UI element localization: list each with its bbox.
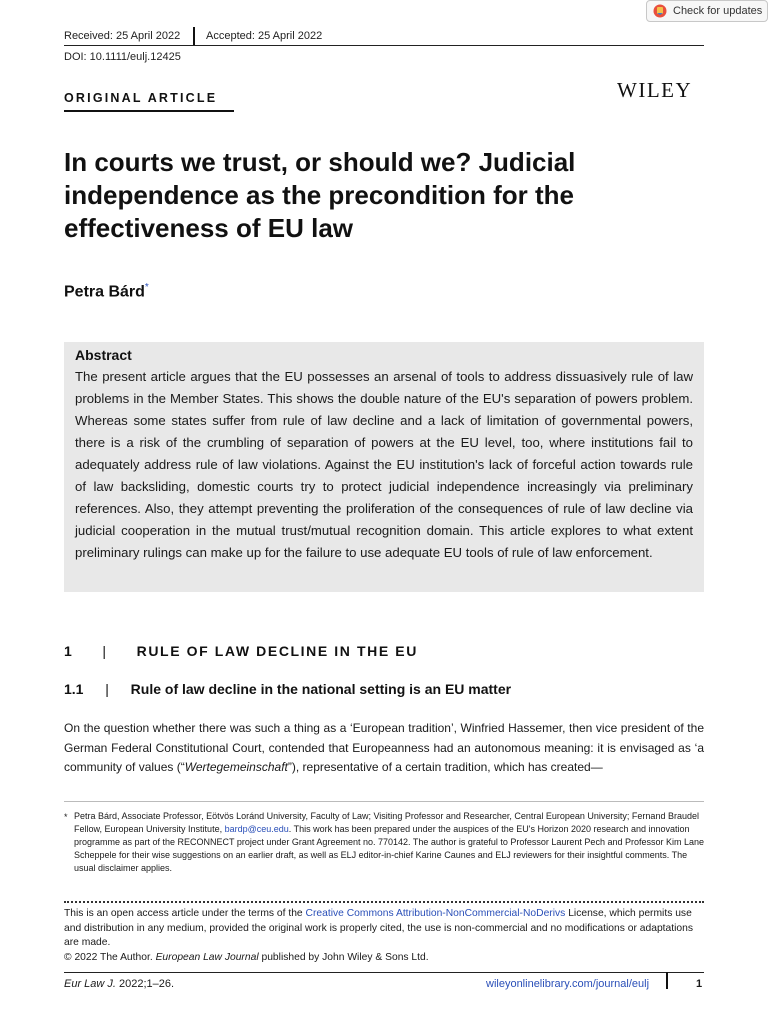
copyright-a: © 2022 The Author.: [64, 951, 156, 963]
section-1-separator: |: [102, 643, 108, 659]
section-1-number: 1: [64, 643, 74, 659]
title-line-2: independence as the precondition for the: [64, 180, 574, 210]
body-paragraph: [64, 719, 704, 778]
header-separator: [193, 27, 195, 45]
copyright-line: [64, 951, 704, 966]
author-name: Petra Bárd: [64, 283, 145, 301]
footer-year-pages: 2022;1–26.: [115, 978, 175, 990]
footer-rule: [64, 972, 704, 973]
license-text-b: License, which permits use and distribution in any medium, provided the original work is properly cited, the use is non-commercial and no modifications or adaptations are made.: [64, 908, 694, 948]
author-footnote-marker[interactable]: *: [144, 282, 149, 293]
article-type-underline: [64, 110, 234, 112]
publisher-logo: WILEY: [617, 78, 693, 102]
copyright-b: published by John Wiley & Sons Ltd.: [258, 951, 429, 963]
check-for-updates-label: Check for updates: [673, 5, 763, 17]
body-text-b: ”), representative of a certain tradition, which has created—: [287, 760, 603, 774]
abstract-heading: Abstract: [75, 347, 132, 363]
footer-separator: [666, 972, 668, 989]
section-1-heading: [64, 643, 418, 659]
license-link[interactable]: Creative Commons Attribution-NonCommercial-NoDerivs: [305, 908, 566, 919]
footnote-marker: *: [64, 812, 68, 822]
footer-journal: Eur Law J.: [64, 978, 116, 990]
header-rule: [64, 45, 704, 46]
copyright-journal: European Law Journal: [155, 951, 259, 963]
footer-journal-url[interactable]: wileyonlinelibrary.com/journal/eulj: [486, 978, 650, 990]
section-1-title: RULE OF LAW DECLINE IN THE EU: [136, 643, 418, 659]
footnote-rule: [64, 801, 704, 802]
footer-citation: [64, 978, 174, 990]
license-text-a: This is an open access article under the terms of the: [64, 908, 306, 919]
doi: DOI: 10.1111/eulj.12425: [64, 51, 181, 63]
abstract-box: [64, 342, 704, 592]
section-1-1-heading: [64, 681, 511, 697]
article-title: [64, 146, 704, 245]
accepted-date: Accepted: 25 April 2022: [206, 30, 323, 42]
body-text-a: On the question whether there was such a thing as a ‘European tradition’, Winfried Hassemer, then vice president of the German Federal Constitutional Court, contended that Europeanness had an autonomous meaning: it is envisaged as ‘a community of values (“: [64, 721, 704, 774]
author: [64, 282, 149, 301]
footnote-text-a: Petra Bárd, Associate Professor, Eötvös Loránd University, Faculty of Law; Visiting Professor and Researcher, Central European University; Fernand Braudel Fellow, European University Institute,: [74, 811, 699, 834]
body-text-emphasis: Wertegemeinschaft: [184, 760, 288, 774]
section-1-1-title: Rule of law decline in the national setting is an EU matter: [130, 681, 512, 697]
license-divider: [64, 901, 704, 903]
crossmark-icon: [653, 4, 667, 18]
received-date: Received: 25 April 2022: [64, 30, 181, 42]
license-text: [64, 907, 704, 965]
section-1-1-number: 1.1: [64, 681, 84, 697]
title-line-1: In courts we trust, or should we? Judicial: [64, 147, 576, 177]
check-for-updates-button[interactable]: [646, 0, 768, 22]
abstract-text: The present article argues that the EU possesses an arsenal of tools to address dissuasively rule of law problems in the Member States. This shows the double nature of the EU's separation of powers problem. Whereas some states suffer from rule of law decline and a lack of limitation of governmental powers, there is a risk of the crumbling of separation of powers at the EU level, too, where institutions fail to adequately address rule of law violations. Against the EU institution's lack of forceful action towards rule of law backsliding, domestic courts try to protect judicial independence increasingly via preliminary references. Also, they attempt preventing the proliferation of the consequences of rule of law decline via judicial cooperation in the mutual trust/mutual recognition domain. This article explores to what extent preliminary rulings can make up for the failure to use adequate EU tools of rule of law enforcement.: [75, 369, 693, 560]
article-type: ORIGINAL ARTICLE: [64, 91, 218, 105]
title-line-3: effectiveness of EU law: [64, 213, 353, 243]
footnote-text: [74, 810, 704, 875]
page-number: 1: [696, 978, 703, 990]
footnote-text-b: . This work has been prepared under the auspices of the EU's Horizon 2020 research and innovation programme as part of the RECONNECT project under Grant Agreement no. 770142. The author is grateful to Professor Laurent Pech and Professor Kim Lane Scheppele for their wise suggestions on an earlier draft, as well as ELJ editor-in-chief Karine Caunes and ELJ reviewers for their insightful comments. The usual disclaimer applies.: [74, 824, 704, 873]
footnote-email-link[interactable]: bardp@ceu.edu: [224, 824, 289, 834]
section-1-1-separator: |: [105, 681, 109, 697]
